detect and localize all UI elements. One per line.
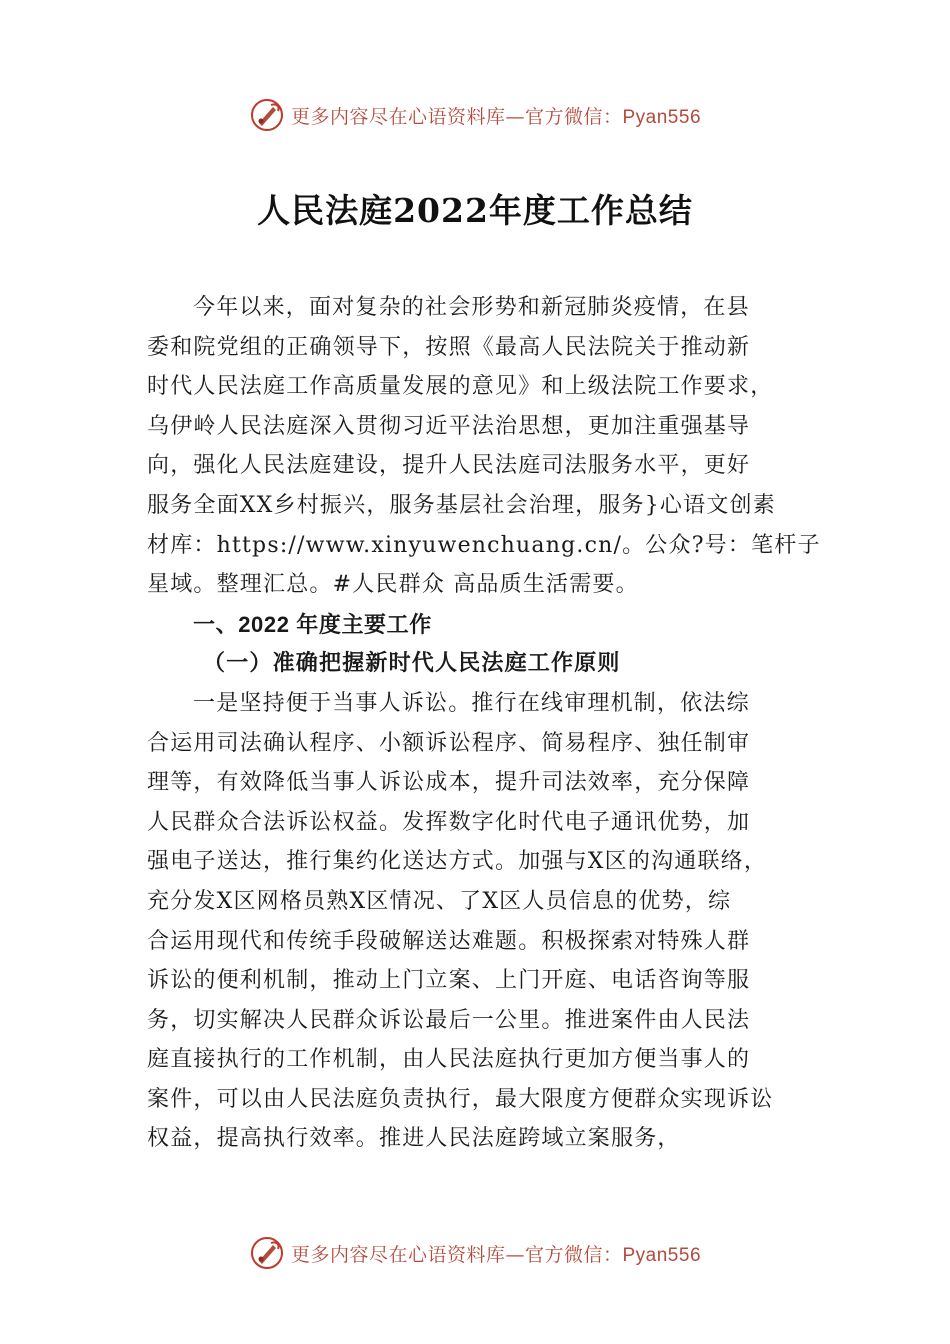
quill-logo-icon bbox=[249, 97, 285, 133]
paragraph-line: 理等，有效降低当事人诉讼成本，提升司法效率，充分保障 bbox=[147, 770, 751, 796]
banner-text: 更多内容尽在心语资料库—官方微信：Pyan556 bbox=[290, 1243, 702, 1266]
paragraph-line: 权益，提高执行效率。推进人民法庭跨域立案服务， bbox=[147, 1126, 681, 1152]
paragraph-line: 乌伊岭人民法庭深入贯彻习近平法治思想，更加注重强基导 bbox=[147, 413, 751, 439]
paragraph-line: 人民群众合法诉讼权益。发挥数字化时代电子通讯优势，加 bbox=[147, 809, 751, 835]
header-banner bbox=[0, 95, 950, 135]
paragraph-line: 务，切实解决人民群众诉讼最后一公里。推进案件由人民法 bbox=[147, 1007, 751, 1033]
paragraph-line: 诉讼的便利机制，推动上门立案、上门开庭、电话咨询等服 bbox=[147, 968, 751, 994]
paragraph-line: 服务全面XX乡村振兴，服务基层社会治理，服务}心语文创素 bbox=[147, 492, 776, 518]
document-body bbox=[147, 288, 827, 1159]
paragraph-line: 充分发X区网格员熟X区情况、了X区人员信息的优势，综 bbox=[147, 888, 732, 914]
paragraph-line: 时代人民法庭工作高质量发展的意见》和上级法院工作要求， bbox=[147, 374, 774, 400]
paragraph-line: 庭直接执行的工作机制，由人民法庭执行更加方便当事人的 bbox=[147, 1047, 751, 1073]
paragraph-line: 一是坚持便于当事人诉讼。推行在线审理机制，依法综 bbox=[193, 690, 750, 716]
section-heading: 一、2022 年度主要工作 bbox=[193, 611, 432, 637]
footer-banner bbox=[0, 1233, 950, 1273]
quill-logo-icon bbox=[249, 1235, 285, 1271]
paragraph-line: 材库：https://www.xinyuwenchuang.cn/。公众?号：笔杆子 bbox=[147, 532, 821, 558]
paragraph-line: 向，强化人民法庭建设，提升人民法庭司法服务水平，更好 bbox=[147, 453, 751, 479]
subsection-heading: （一）准确把握新时代人民法庭工作原则 bbox=[203, 650, 621, 677]
wechat-id: Pyan556 bbox=[622, 1244, 702, 1266]
paragraph-line: 今年以来，面对复杂的社会形势和新冠肺炎疫情，在县 bbox=[193, 295, 750, 320]
page-title: 人民法庭2022年度工作总结 bbox=[257, 191, 693, 230]
paragraph-line: 星域。整理汇总。#人民群众 高品质生活需要。 bbox=[147, 572, 639, 598]
wechat-id: Pyan556 bbox=[622, 106, 702, 128]
paragraph-line: 强电子送达，推行集约化送达方式。加强与X区的沟通联络， bbox=[147, 849, 768, 875]
banner-text: 更多内容尽在心语资料库—官方微信：Pyan556 bbox=[290, 105, 702, 128]
paragraph-line: 合运用司法确认程序、小额诉讼程序、简易程序、独任制审 bbox=[147, 730, 751, 756]
paragraph-line: 合运用现代和传统手段破解送达难题。积极探索对特殊人群 bbox=[147, 928, 751, 954]
paragraph-line: 案件，可以由人民法庭负责执行，最大限度方便群众实现诉讼 bbox=[147, 1086, 774, 1112]
paragraph-line: 委和院党组的正确领导下，按照《最高人民法院关于推动新 bbox=[147, 334, 751, 360]
